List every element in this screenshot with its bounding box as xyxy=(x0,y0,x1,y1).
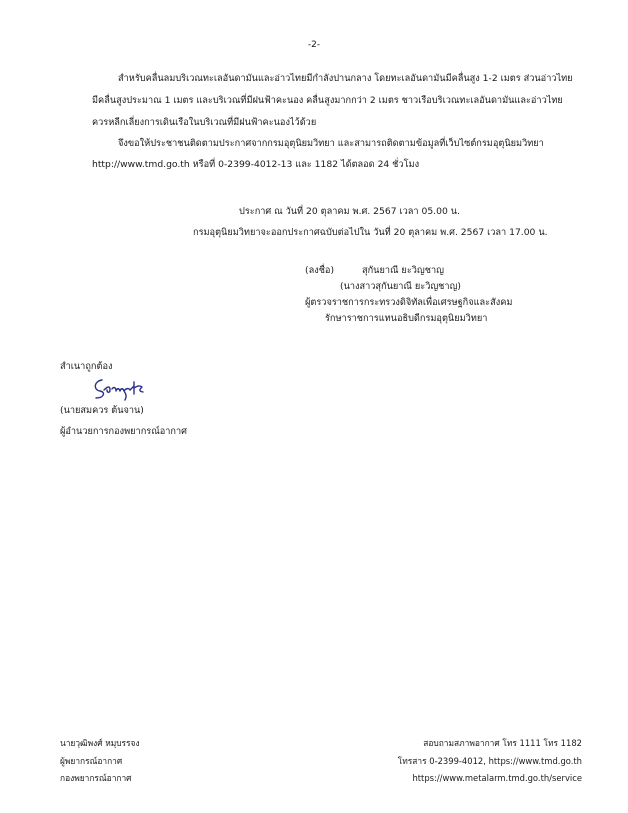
page-number: -2- xyxy=(307,40,321,50)
certified-copy-position: ผู้อำนวยการกองพยากรณ์อากาศ xyxy=(60,426,187,437)
certified-copy-label: สำเนาถูกต้อง xyxy=(60,361,113,372)
paragraph1-line2: มีคลื่นสูงประมาณ 1 เมตร และบริเวณที่มีฝนฟ้าคะนอง คลื่นสูงมากกว่า 2 เมตร ชาวเรือบริเวณทะเลอันดามันและอ่าวไทย xyxy=(92,95,563,106)
handwritten-signature xyxy=(90,376,148,402)
paragraph1-line3: ควรหลีกเลี่ยงการเดินเรือในบริเวณที่มีฝนฟ้าคะนองไว้ด้วย xyxy=(92,117,317,128)
certified-copy-name: (นายสมควร ต้นจาน) xyxy=(60,405,144,416)
footer-fax-website: โทรสาร 0-2399-4012, https://www.tmd.go.th xyxy=(397,756,582,766)
footer-forecaster-name: นายวุฒิพงศ์ หมุบรรจง xyxy=(60,738,140,748)
signed-name: สุกันยาณี ยะวิญชาญ xyxy=(362,265,444,276)
footer-division: กองพยากรณ์อากาศ xyxy=(60,773,132,783)
paragraph1-line1: สำหรับคลื่นลมบริเวณทะเลอันดามันและอ่าวไทยมีกำลังปานกลาง โดยทะเลอันดามันมีคลื่นสูง 1-2 เมตร ส่วนอ่าวไทย xyxy=(118,73,573,84)
signed-label: (ลงชื่อ) xyxy=(305,265,335,276)
signatory-full-name: (นางสาวสุกันยาณี ยะวิญชาญ) xyxy=(340,281,461,292)
footer-service-link[interactable]: https://www.metalarm.tmd.go.th/service xyxy=(412,773,582,783)
announcement-date: ประกาศ ณ วันที่ 20 ตุลาคม พ.ศ. 2567 เวลา 05.00 น. xyxy=(239,206,460,217)
paragraph2-line1: จึงขอให้ประชาชนติดตามประกาศจากกรมอุตุนิยมวิทยา และสามารถติดตามข้อมูลที่เว็บไซต์กรมอุตุนิยมวิทยา xyxy=(118,138,544,149)
signatory-position1: ผู้ตรวจราชการกระทรวงดิจิทัลเพื่อเศรษฐกิจและสังคม xyxy=(305,297,513,308)
footer-forecaster-role: ผู้พยากรณ์อากาศ xyxy=(60,756,123,766)
next-announcement: กรมอุตุนิยมวิทยาจะออกประกาศฉบับต่อไปใน วันที่ 20 ตุลาคม พ.ศ. 2567 เวลา 17.00 น. xyxy=(193,227,548,238)
signatory-position2: รักษาราชการแทนอธิบดีกรมอุตุนิยมวิทยา xyxy=(325,313,488,324)
paragraph2-line2: http://www.tmd.go.th หรือที่ 0-2399-4012-13 และ 1182 ได้ตลอด 24 ชั่วโมง xyxy=(92,159,420,170)
footer-hotline: สอบถามสภาพอากาศ โทร 1111 โทร 1182 xyxy=(423,738,582,748)
